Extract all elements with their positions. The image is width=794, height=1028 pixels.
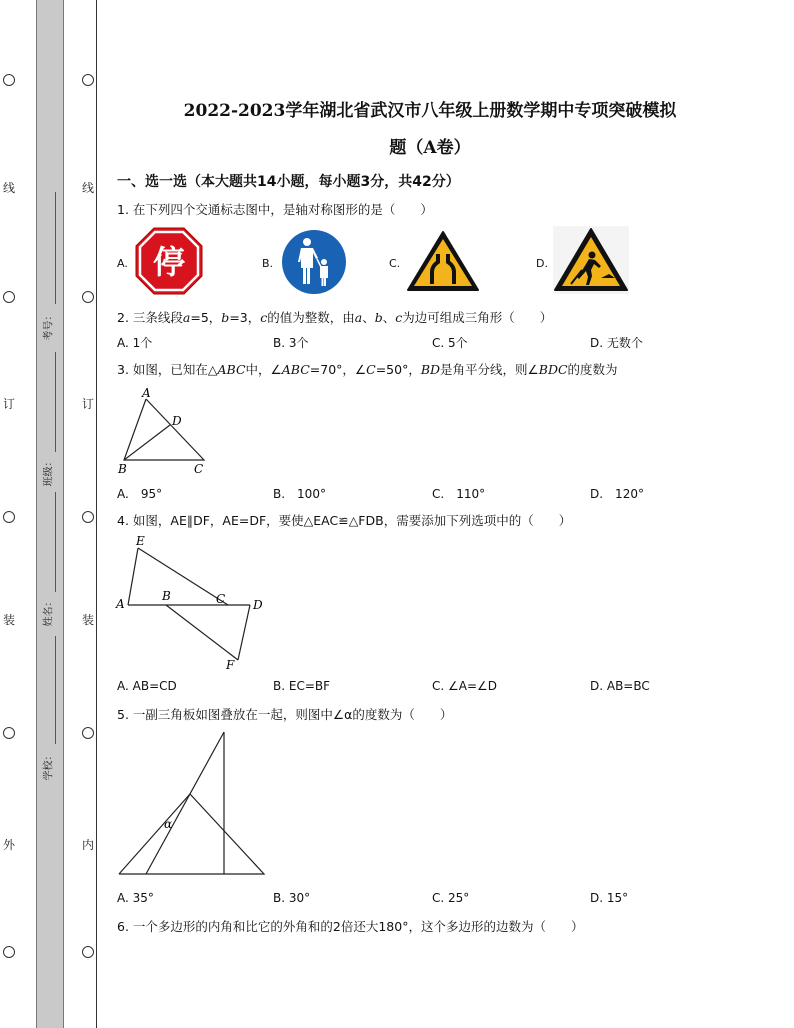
pedestrian-sign-icon[interactable] (279, 229, 349, 295)
q3-text-part: 3. 如图，已知在△ (117, 362, 218, 377)
punch-hole (3, 511, 15, 523)
label-a: A (142, 386, 151, 400)
q3-var: C (366, 362, 376, 377)
q3-option-d[interactable]: D. 120° (590, 487, 644, 501)
q4-option-a[interactable]: A. AB=CD (117, 679, 177, 693)
narrow-road-sign-icon[interactable] (406, 230, 480, 292)
q1-option-a-label[interactable]: A. (117, 257, 128, 270)
punch-hole (3, 291, 15, 303)
q5-option-a[interactable]: A. 35° (117, 891, 154, 905)
set-square-hypotenuse (146, 732, 224, 874)
label-d: D (172, 414, 182, 428)
q3-var: BD (420, 362, 441, 377)
q3-text-part: 中，∠ (245, 362, 282, 377)
margin-char-zhuang-inner: 装 (82, 613, 95, 627)
q1-option-c-label[interactable]: C. (389, 257, 401, 270)
q2-option-c[interactable]: C. 5个 (432, 336, 468, 350)
punch-hole (82, 946, 94, 958)
q2-text-part: 的值为整数，由 (267, 310, 355, 325)
xuexiao-field-line[interactable] (55, 636, 56, 744)
label-a: A (116, 597, 125, 611)
punch-hole (3, 946, 15, 958)
q1-option-d-label[interactable]: D. (536, 257, 548, 270)
margin-char-zhuang: 装 (3, 613, 16, 627)
triangle-45 (119, 794, 264, 874)
punch-hole (82, 291, 94, 303)
q2-text-part: =3， (229, 310, 261, 325)
q5-option-b[interactable]: B. 30° (273, 891, 311, 905)
segment-ae (128, 548, 138, 605)
label-alpha: α (164, 817, 173, 831)
kaohao-label: 考号： (43, 310, 55, 341)
question-5-text: 5. 一副三角板如图叠放在一起，则图中∠α的度数为（ ） (117, 707, 453, 722)
binding-margin-strip (36, 0, 64, 1028)
q3-option-b[interactable]: B. 100° (273, 487, 326, 501)
q5-set-squares-figure (114, 728, 270, 878)
stop-sign-icon[interactable] (134, 226, 204, 296)
page-title-line2: 题（A卷） (389, 138, 471, 158)
banji-label: 班级： (43, 456, 55, 487)
road-works-sign-icon[interactable] (553, 226, 629, 294)
xuexiao-label: 学校： (43, 750, 55, 781)
q4-option-c[interactable]: C. ∠A=∠D (432, 679, 498, 693)
margin-char-ding: 订 (3, 397, 16, 411)
question-1-text: 1. 在下列四个交通标志图中，是轴对称图形的是（ ） (117, 202, 433, 217)
inner-binding-line (96, 0, 97, 1028)
punch-hole (82, 511, 94, 523)
q2-var-a: a (354, 310, 363, 325)
label-c: C (194, 462, 204, 476)
label-f: F (226, 658, 235, 672)
question-3-text (117, 360, 618, 378)
q5-option-c[interactable]: C. 25° (432, 891, 470, 905)
q3-text-part: 的度数为 (567, 362, 618, 377)
label-c: C (216, 592, 226, 606)
q2-option-d[interactable]: D. 无数个 (590, 336, 643, 350)
segment-ec (138, 548, 228, 605)
q2-text-part: =5， (190, 310, 222, 325)
question-6-text: 6. 一个多边形的内角和比它的外角和的2倍还大180°，这个多边形的边数为（ ） (117, 919, 584, 934)
xingming-label: 姓名： (43, 596, 55, 627)
q3-option-a[interactable]: A. 95° (117, 487, 163, 501)
q5-option-d[interactable]: D. 15° (590, 891, 629, 905)
question-2-text (117, 308, 552, 326)
margin-char-xian-inner: 线 (82, 181, 95, 195)
q3-option-c[interactable]: C. 110° (432, 487, 486, 501)
q1-option-b-label[interactable]: B. (262, 257, 274, 270)
q2-var-a: a (182, 310, 191, 325)
margin-char-xian: 线 (3, 181, 16, 195)
q3-text-part: 是角平分线，则∠ (440, 362, 539, 377)
q2-var-c: c (395, 310, 403, 325)
margin-char-ding-inner: 订 (82, 397, 95, 411)
label-b: B (118, 462, 127, 476)
section-heading: 一、选一选（本大题共14小题，每小题3分，共42分） (117, 174, 460, 190)
punch-hole (3, 74, 15, 86)
q2-text-part: 、 (362, 310, 375, 325)
margin-char-nei-inner: 内 (82, 838, 95, 852)
q2-option-b[interactable]: B. 3个 (273, 336, 309, 350)
question-4-text: 4. 如图，AE∥DF，AE=DF，要使△EAC≌△FDB，需要添加下列选项中的（ ） (117, 513, 572, 528)
q2-var-b: b (374, 310, 383, 325)
stop-sign-text: 停 (152, 243, 186, 281)
q4-figure (114, 532, 270, 674)
q2-var-b: b (221, 310, 230, 325)
q3-triangle-figure (114, 385, 224, 477)
punch-hole (82, 74, 94, 86)
label-d: D (253, 598, 263, 612)
page-title: 2022-2023学年湖北省武汉市八年级上册数学期中专项突破模拟 (183, 101, 677, 121)
q2-option-a[interactable]: A. 1个 (117, 336, 153, 350)
q4-option-d[interactable]: D. AB=BC (590, 679, 650, 693)
segment-df (238, 605, 250, 660)
q3-var: ABC (281, 362, 310, 377)
banji-field-line[interactable] (55, 352, 56, 452)
punch-hole (82, 727, 94, 739)
q3-var: ABC (217, 362, 246, 377)
punch-hole (3, 727, 15, 739)
margin-char-wai: 外 (3, 838, 16, 852)
q3-var: BDC (538, 362, 568, 377)
q3-text-part: =70°，∠ (309, 362, 367, 377)
q2-text-part: 、 (382, 310, 396, 325)
q4-option-b[interactable]: B. EC=BF (273, 679, 331, 693)
label-b: B (162, 589, 171, 603)
segment-fb (166, 605, 238, 660)
xingming-field-line[interactable] (55, 492, 56, 592)
q2-text-part: 为边可组成三角形（ ） (402, 310, 553, 325)
q3-text-part: =50°， (375, 362, 421, 377)
q2-var-c: c (260, 310, 268, 325)
kaohao-field-line[interactable] (55, 192, 56, 304)
label-e: E (136, 534, 145, 548)
q2-text-part: 2. 三条线段 (117, 310, 183, 325)
